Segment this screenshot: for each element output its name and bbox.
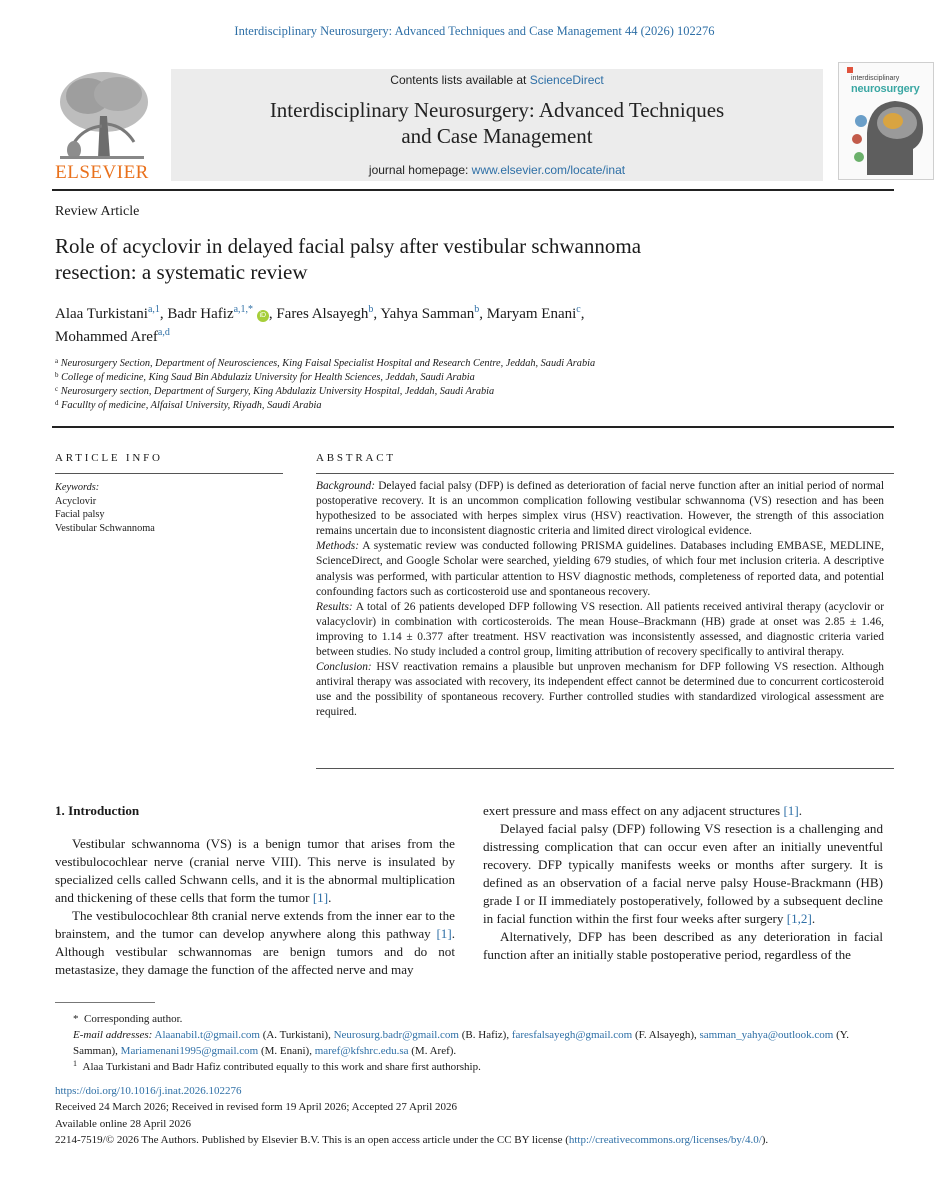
- elsevier-wordmark: ELSEVIER: [55, 162, 149, 183]
- journal-citation-line[interactable]: Interdisciplinary Neurosurgery: Advanced Techniques and Case Management 44 (2026) 102276: [234, 24, 715, 38]
- author-affil-sup[interactable]: c: [576, 304, 581, 315]
- asterisk-mark: *: [73, 1013, 84, 1025]
- article-title-line-1: Role of acyclovir in delayed facial palsy after vestibular schwannoma: [55, 234, 642, 258]
- abstract-conclusion-label: Conclusion:: [316, 661, 372, 674]
- keyword-item: Facial palsy: [55, 509, 105, 520]
- citation-link[interactable]: [1]: [783, 803, 799, 818]
- keywords-label: Keywords:: [55, 482, 100, 493]
- abstract-background-text: Delayed facial palsy (DFP) is defined as deterioration of facial nerve function after an initial period of normal postoperative recovery. It is an uncommon complication following vestibular schwannoma (VS) resection and has been hypothesized to be associated with herpes simplex virus (HSV) reactivation. However, the strength of this association remains uncertain due to inconsistent diagnostic criteria and limited direct virological evidence.: [316, 480, 884, 538]
- email-link[interactable]: Alaanabil.t@gmail.com: [154, 1029, 260, 1041]
- abstract-methods-label: Methods:: [316, 540, 360, 553]
- available-online-date: Available online 28 April 2026: [55, 1117, 192, 1130]
- elsevier-tree-icon: [52, 66, 152, 162]
- cover-brain-icon: [839, 63, 934, 180]
- body-paragraph: Delayed facial palsy (DFP) following VS resection is a challenging and distressing complication that can occur even after an initially uneventful recovery. DFP typically manifests weeks or months after surgery. It is defined as an observation of a facial nerve palsy House-Brackmann (HB) grade I or II immediately postoperatively, followed by a subsequent decline in facial function within the first four weeks after surgery [1,2].: [483, 821, 883, 926]
- author-name[interactable]: Alaa Turkistani: [55, 306, 148, 322]
- email-link[interactable]: samman_yahya@outlook.com: [699, 1029, 834, 1041]
- affiliation-list: [55, 357, 895, 413]
- body-paragraph: exert pressure and mass effect on any adjacent structures [1].: [483, 803, 802, 818]
- affiliation-item: [55, 357, 895, 371]
- affiliation-item: [55, 399, 895, 413]
- affiliation-sup: c: [55, 385, 59, 393]
- author-list: [55, 303, 895, 349]
- author-affil-sup[interactable]: a,1: [147, 304, 160, 315]
- orcid-icon[interactable]: iD: [257, 310, 269, 322]
- article-info-rule: [55, 473, 283, 474]
- body-text: The vestibulocochlear 8th cranial nerve extends from the inner ear to the brainstem, and the tumor can develop anywhere along this pathway: [55, 908, 455, 941]
- email-owner: (B. Hafiz),: [459, 1029, 512, 1041]
- author-name[interactable]: Badr Hafiz: [167, 306, 234, 322]
- footnote-rule: [55, 1002, 155, 1003]
- abstract-body: [316, 479, 884, 721]
- journal-title-line-2: and Case Management: [401, 124, 593, 148]
- footnote-emails: [55, 1027, 890, 1059]
- footnote-text: Alaa Turkistani and Badr Hafiz contributed equally to this work and share first authorship.: [82, 1061, 481, 1073]
- abstract-background: [316, 479, 884, 539]
- affiliation-rule: [52, 426, 894, 428]
- journal-header: [52, 62, 920, 184]
- affiliation-text: Neurosurgery section, Department of Surgery, King Abdulaziz University Hospital, Jeddah, Saudi Arabia: [60, 386, 495, 397]
- cover-text-1: interdisciplinary: [851, 75, 900, 82]
- author-separator: ,: [159, 306, 168, 322]
- abstract-bottom-rule: [316, 768, 894, 769]
- abstract-conclusion-text: HSV reactivation remains a plausible but unproven mechanism for DFP following VS resection. Although antiviral therapy was associated with recovery, its independent effect cannot be determined due to concurrent corticosteroid use and the possibility of spontaneous recovery. Further controlled studies with standardized virological assessment are required.: [316, 661, 884, 719]
- abstract-results-label: Results:: [316, 600, 353, 613]
- contents-prefix: Contents lists available at: [390, 73, 530, 87]
- abstract-methods-text: A systematic review was conducted following PRISMA guidelines. Databases including EMBASE, MEDLINE, ScienceDirect, and Google Scholar were searched, yielding 679 studies, of which four met inclusion criteria. A descriptive analysis was performed, with particular attention to HSV diagnostic methods, completeness of reported data, and potential confounding factors such as corticosteroid use and spontaneous recovery.: [316, 540, 884, 598]
- author-name[interactable]: Mohammed Aref: [55, 329, 158, 345]
- article-title-line-2: resection: a systematic review: [55, 260, 308, 284]
- body-text: Alternatively, DFP has been described as any deterioration in facial function after an initially stable postoperative period, regardless of the: [483, 929, 883, 962]
- article-type: Review Article: [55, 204, 140, 219]
- body-column-left: [55, 802, 455, 979]
- section-heading-introduction: 1. Introduction: [55, 803, 140, 818]
- author-name[interactable]: Maryam Enani: [486, 306, 577, 322]
- homepage-prefix: journal homepage:: [368, 163, 472, 177]
- abstract-conclusion: [316, 660, 884, 720]
- keyword-item: Vestibular Schwannoma: [55, 522, 155, 534]
- body-paragraph: [483, 928, 883, 964]
- footnote-corresponding: [55, 1011, 890, 1027]
- author-name[interactable]: Yahya Samman: [380, 306, 475, 322]
- email-owner: (M. Enani),: [258, 1045, 315, 1057]
- email-owner: (Y. Samman),: [73, 1029, 850, 1057]
- author-affil-sup[interactable]: b: [474, 304, 480, 315]
- article-title: [55, 233, 855, 285]
- email-owner: (A. Turkistani),: [259, 1029, 334, 1041]
- journal-title-line-1: Interdisciplinary Neurosurgery: Advanced Techniques: [269, 98, 725, 122]
- journal-cover-thumbnail[interactable]: [838, 62, 934, 180]
- author-affil-sup[interactable]: b: [368, 304, 374, 315]
- affiliation-sup: a: [55, 357, 59, 365]
- abstract-results-text: A total of 26 patients developed DFP following VS resection. All patients received antiviral therapy (acyclovir or valacyclovir) in combination with corticosteroids. The mean House–Brackmann (HB) grade at onset was 2.85 ± 1.46, improving to 1.14 ± 0.377 after treatment. HSV reactivation was inconsistently assessed, and diagnostic criteria varied between studies. No study included a control group, limiting attribution of recovery specifically to antiviral therapy.: [316, 600, 884, 659]
- body-paragraph: [55, 907, 455, 979]
- elsevier-tree-logo[interactable]: [52, 66, 152, 183]
- email-link[interactable]: maref@kfshrc.edu.sa: [314, 1045, 409, 1057]
- abstract-methods: [316, 539, 884, 599]
- author-affil-sup[interactable]: a,d: [157, 327, 170, 338]
- email-owner: (M. Aref).: [408, 1045, 457, 1057]
- affiliation-text: College of medicine, King Saud Bin Abdulaziz University for Health Sciences, Jeddah, Saudi Arabia: [61, 372, 475, 383]
- keyword-item: Acyclovir: [55, 495, 97, 507]
- doi-link[interactable]: https://doi.org/10.1016/j.inat.2026.102276: [55, 1085, 242, 1097]
- affiliation-sup: d: [55, 399, 59, 407]
- author-separator: ,: [268, 306, 277, 322]
- citation-link[interactable]: [1]: [436, 926, 452, 941]
- body-text: Vestibular schwannoma (VS) is a benign tumor that arises from the vestibulocochlear nerve (cranial nerve VIII). This nerve is insulated by specialized cells called Schwann cells, and it is the abnormal multiplication and thickening of these cells that form the tumor: [55, 836, 455, 905]
- received-dates: Received 24 March 2026; Received in revised form 19 April 2026; Accepted 27 April 2026: [55, 1101, 458, 1114]
- email-link[interactable]: faresfalsayegh@gmail.com: [511, 1029, 633, 1041]
- author-name[interactable]: Fares Alsayegh: [276, 306, 369, 322]
- footnote-equal-contribution: [55, 1059, 890, 1075]
- body-text: exert pressure and mass effect on any adjacent structures: [483, 803, 784, 818]
- footnote-mark: 1: [73, 1059, 77, 1068]
- journal-title: [171, 97, 823, 149]
- affiliation-sup: b: [55, 371, 59, 379]
- citation-link[interactable]: [1]: [312, 890, 329, 905]
- email-owner: (F. Alsayegh),: [632, 1029, 700, 1041]
- header-rule: [52, 189, 894, 191]
- affiliation-item: [55, 371, 895, 385]
- license-text-end: ).: [761, 1133, 769, 1146]
- abstract-heading: ABSTRACT: [316, 452, 396, 464]
- cover-text-2: neurosurgery: [851, 83, 920, 95]
- license-text: 2214-7519/© 2026 The Authors. Published by Elsevier B.V. This is an open access article under the CC BY license (: [55, 1133, 569, 1146]
- abstract-background-label: Background:: [316, 480, 376, 492]
- article-info-heading: ARTICLE INFO: [55, 452, 163, 464]
- citation-link[interactable]: [1,2]: [786, 911, 812, 926]
- email-link[interactable]: Mariamenani1995@gmail.com: [120, 1045, 259, 1057]
- author-separator: ,: [479, 306, 487, 322]
- body-column-right: [483, 802, 883, 964]
- body-paragraph: Vestibular schwannoma (VS) is a benign tumor that arises from the vestibulocochlear nerve (cranial nerve VIII). This nerve is insulated by specialized cells called Schwann cells, and it is the abnormal multiplication and thickening of these cells that form the tumor [1].: [55, 836, 455, 905]
- affiliation-text: Facullty of medicine, Alfaisal University, Riyadh, Saudi Arabia: [61, 400, 322, 411]
- author-affil-sup[interactable]: a,1,*: [233, 304, 254, 315]
- homepage-line: [171, 163, 823, 177]
- body-text: . Although vestibular schwannomas are benign tumors and do not metastasize, they damage the function of the affected nerve and may: [55, 926, 455, 977]
- email-label: E-mail addresses:: [73, 1029, 153, 1041]
- author-separator: ,: [580, 306, 585, 322]
- body-text: Delayed facial palsy (DFP) following VS resection is a challenging and distressing complication that can occur even after an initially uneventful recovery. DFP typically manifests weeks or months after surgery. It is defined as an observation of a facial nerve palsy House-Brackmann (HB) grade I or II immediately postoperatively, followed by a subsequent decline in facial function within the first four weeks after surgery: [483, 821, 883, 926]
- license-link[interactable]: http://creativecommons.org/licenses/by/4.0/: [568, 1133, 762, 1146]
- abstract-results: [316, 600, 884, 660]
- journal-masthead: [171, 69, 823, 181]
- license-line: [55, 1132, 895, 1148]
- footnotes: [55, 1011, 890, 1075]
- abstract-rule: [316, 473, 894, 474]
- affiliation-item: [55, 385, 895, 399]
- footnote-text: Corresponding author.: [84, 1013, 183, 1025]
- author-separator: ,: [373, 306, 381, 322]
- publication-info: [55, 1083, 895, 1148]
- keywords-block: [55, 481, 285, 535]
- journal-homepage-link[interactable]: www.elsevier.com/locate/inat: [471, 163, 626, 177]
- contents-line: [171, 73, 823, 87]
- sciencedirect-link[interactable]: ScienceDirect: [529, 73, 604, 87]
- affiliation-text: Neurosurgery Section, Department of Neurosciences, King Faisal Specialist Hospital and Research Centre, Jeddah, Saudi Arabia: [60, 358, 596, 369]
- email-link[interactable]: Neurosurg.badr@gmail.com: [333, 1029, 459, 1041]
